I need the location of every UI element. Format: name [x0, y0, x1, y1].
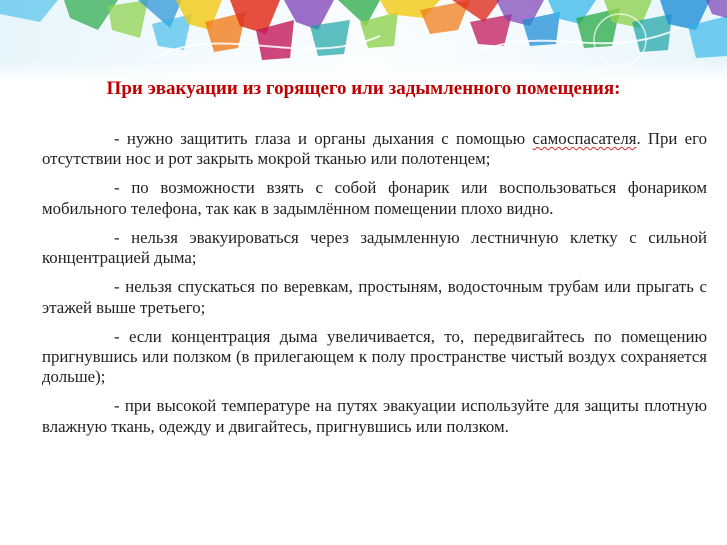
paragraph-text-end: . При его отсутствии нос и рот закрыть мокрой тканью или полотенцем;	[42, 129, 707, 169]
paragraph-text-start: - нужно защитить глаза и органы дыхания с помощью	[114, 129, 533, 148]
confetti-graphic	[0, 0, 727, 80]
instruction-paragraph-1	[42, 129, 707, 170]
instruction-paragraph-6: - при высокой температуре на путях эвакуации используйте для защиты плотную влажную ткань, одежду и двигайтесь, пригнувшись или ползком.	[42, 396, 707, 436]
slide-title: При эвакуации из горящего или задымленного помещения:	[106, 78, 621, 99]
instruction-paragraph-2: - по возможности взять с собой фонарик или воспользоваться фонариком мобильного телефона, так как в задымлённом помещении плохо видно.	[42, 178, 707, 218]
slide-body	[42, 129, 707, 446]
spellcheck-flagged-word: самоспасателя	[532, 129, 637, 148]
decorative-banner	[0, 0, 727, 80]
instruction-paragraph-3: - нельзя эвакуироваться через задымленную лестничную клетку с сильной концентрацией дыма;	[42, 227, 707, 268]
instruction-paragraph-4: - нельзя спускаться по веревкам, простыням, водосточным трубам или прыгать с этажей выше третьего;	[42, 277, 707, 317]
instruction-paragraph-5: - если концентрация дыма увеличивается, то, передвигайтесь по помещению пригнувшись или ползком (в прилегающем к полу пространстве чистый воздух сохраняется дольше);	[42, 326, 707, 387]
